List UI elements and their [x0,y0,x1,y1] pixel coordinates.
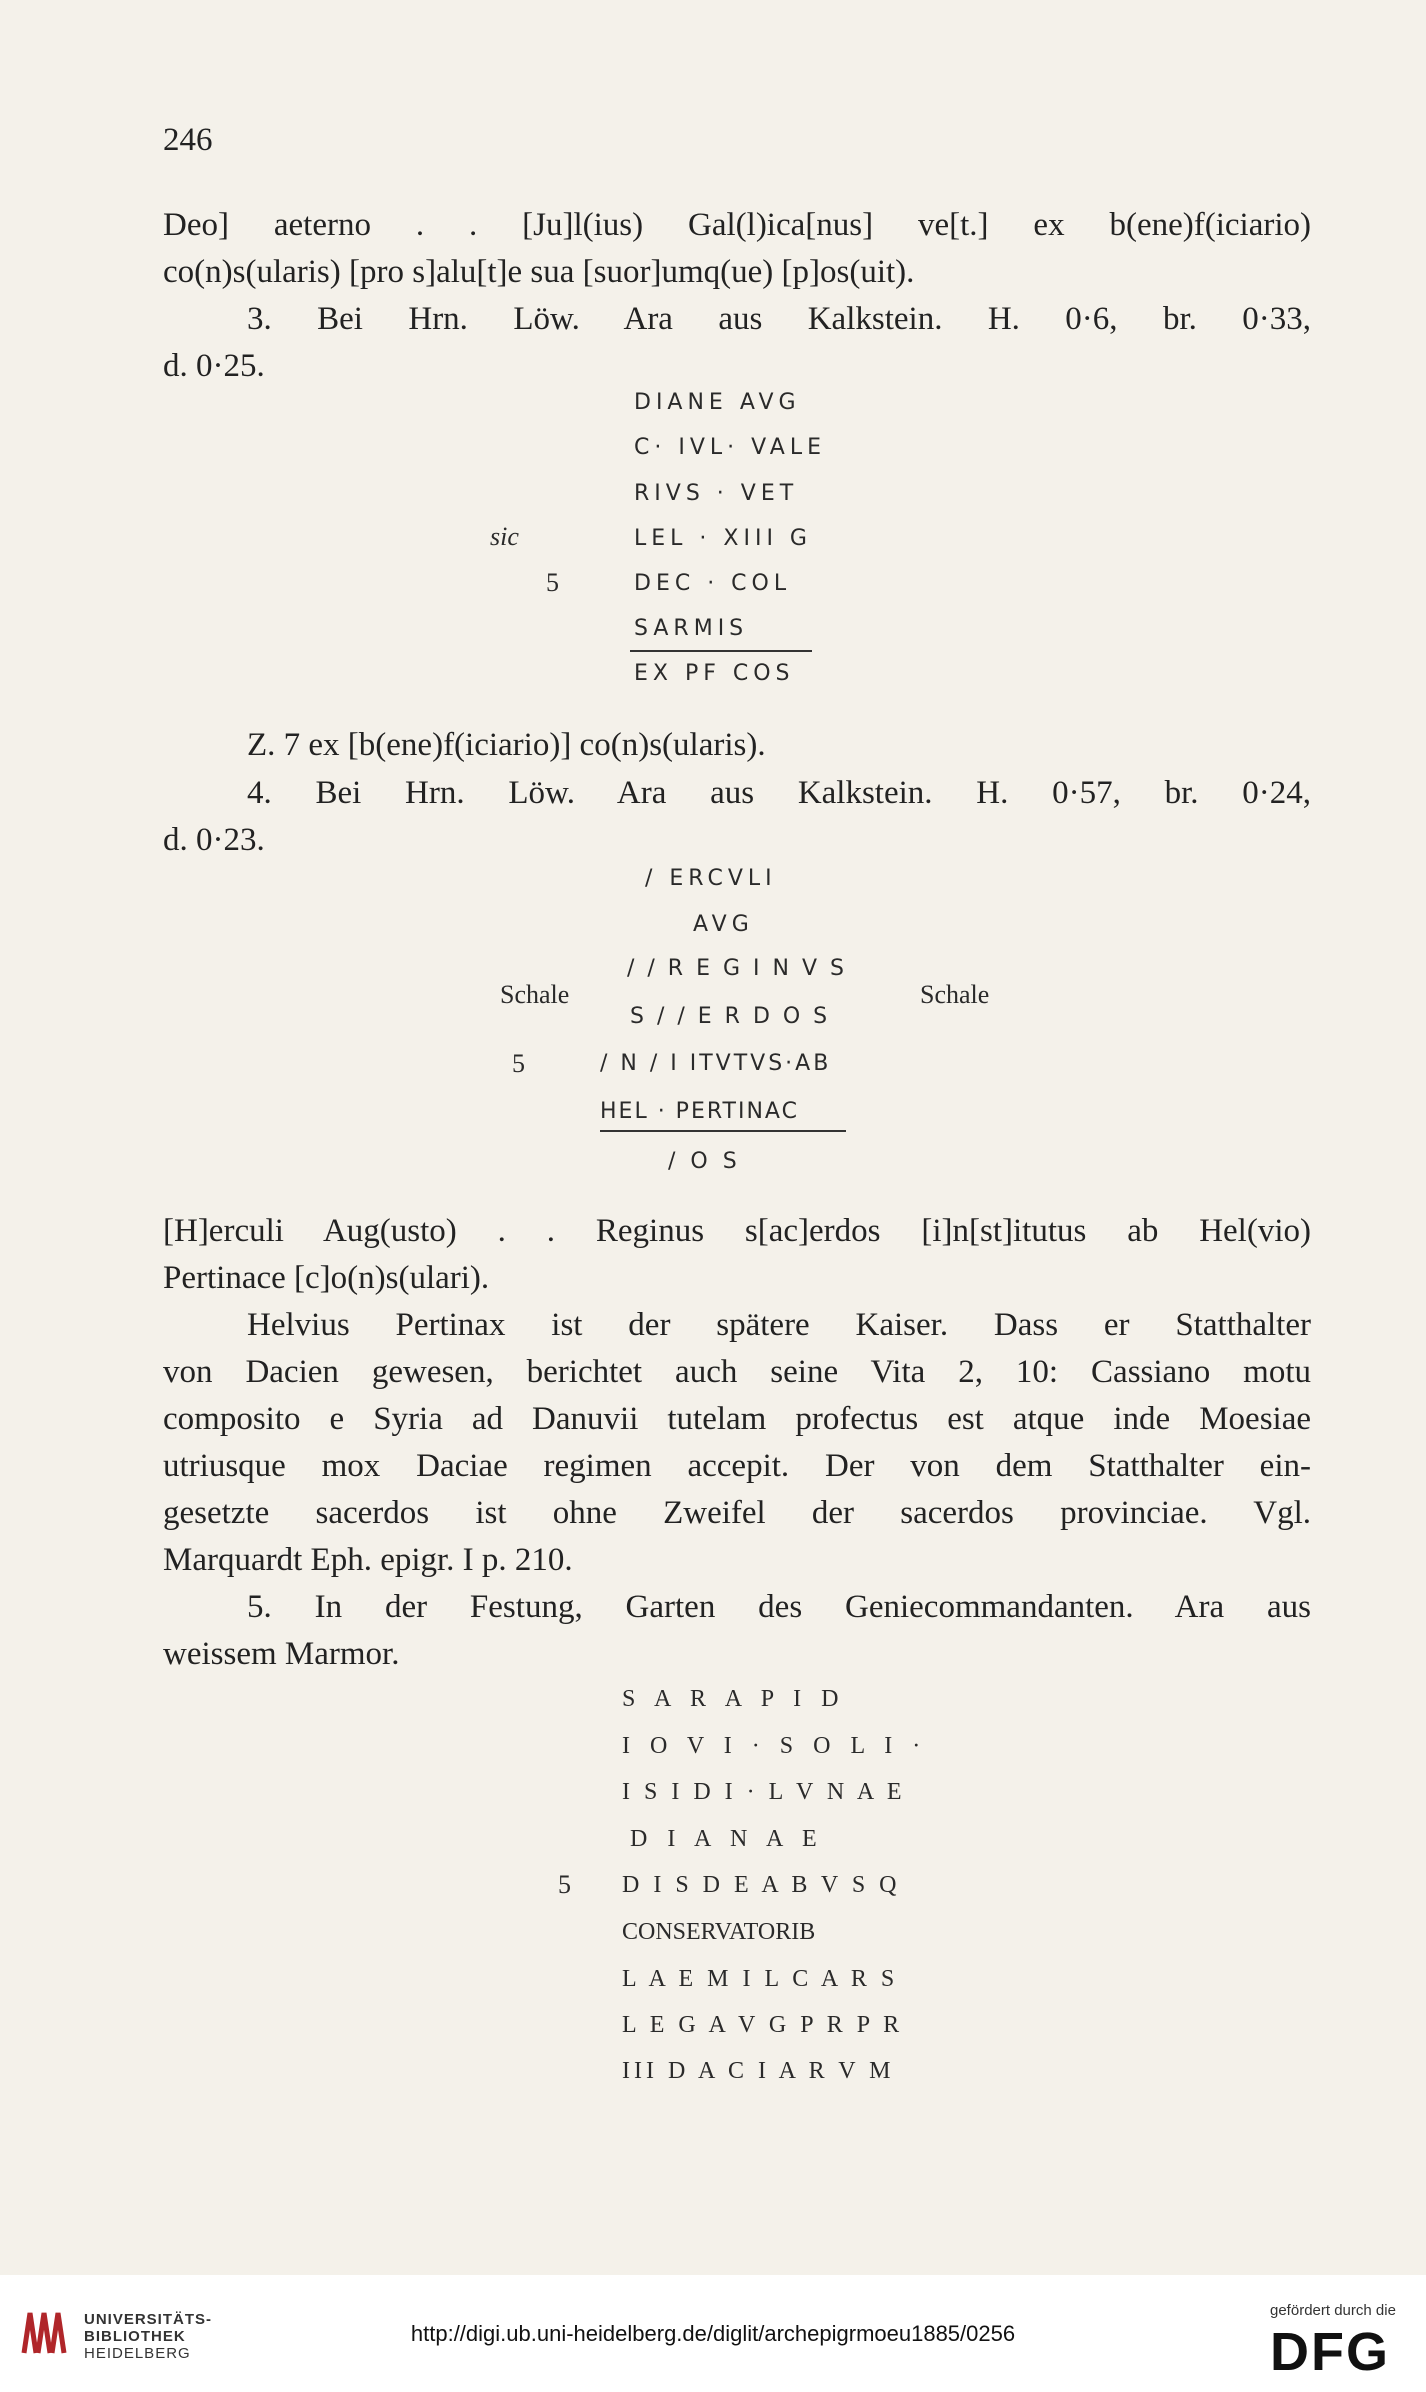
inscription-rule [600,1130,846,1132]
text-line: d. 0·23. [163,822,265,858]
text-line: gesetzte sacerdos ist ohne Zweifel der sacerdos provinciae. Vgl. [163,1495,1311,1531]
inscription-line: CONSERVATORIB [622,1919,816,1945]
inscription-line: I S I D I · L V N A E [622,1779,906,1805]
text-line: Deo] aeterno . . [Ju]l(ius) Gal(l)ica[nus] ve[t.] ex b(ene)f(iciario) [163,207,1311,243]
schale-right: Schale [920,980,990,1009]
logo-line: HEIDELBERG [84,2345,191,2362]
inscription-line: C· IVL· VALE [634,435,826,460]
footer-bar [0,2275,1426,2392]
text-line: d. 0·25. [163,348,265,384]
text-line: weissem Marmor. [163,1636,400,1672]
inscription-line: DEC · COL [634,571,792,596]
inscription-line: L A E M I L C A R S [622,1966,899,1992]
line-number: 5 [558,1870,571,1899]
inscription-line: / O S [668,1149,741,1174]
source-url[interactable]: http://digi.ub.uni-heidelberg.de/diglit/archepigrmoeu1885/0256 [410,2321,1016,2346]
dfg-funding-label: gefördert durch die [1270,2302,1396,2319]
page-number: 246 [163,122,213,158]
inscription-line: D I S D E A B V S Q [622,1872,901,1898]
text-line: 5. In der Festung, Garten des Geniecommandanten. Ara aus [247,1589,1311,1625]
inscription-line: S / / E R D O S [630,1004,831,1029]
dfg-logo: DFG [1270,2322,1390,2382]
inscription-line: L E G A V G P R P R [622,2012,904,2038]
inscription-line: AVG [693,912,754,937]
inscription-line: D I A N A E [630,1826,824,1852]
text-line: Z. 7 ex [b(ene)f(iciario)] co(n)s(ularis). [247,727,766,763]
logo-line: UNIVERSITÄTS- [84,2311,213,2328]
inscription-line: I O V I · S O L I · [622,1733,928,1759]
line-number: 5 [546,568,559,597]
inscription-line: S A R A P I D [622,1686,846,1712]
inscription-line: LEL · XIII G [634,526,812,551]
inscription-line: HEL · PERTINAC [600,1099,799,1124]
text-line: 3. Bei Hrn. Löw. Ara aus Kalkstein. H. 0·6, br. 0·33, [247,301,1311,337]
text-line: composito e Syria ad Danuvii tutelam profectus est atque inde Moesiae [163,1401,1311,1437]
text-line: Helvius Pertinax ist der spätere Kaiser. Dass er Statthalter [247,1307,1311,1343]
text-line: Pertinace [c]o(n)s(ulari). [163,1260,490,1296]
text-line: [H]erculi Aug(usto) . . Reginus s[ac]erdos [i]n[st]itutus ab Hel(vio) [163,1213,1311,1249]
inscription-line: EX PF COS [634,661,795,686]
inscription-line: / ERCVLI [645,866,777,891]
text-line: utriusque mox Daciae regimen accepit. Der von dem Statthalter ein- [163,1448,1311,1484]
line-number: 5 [512,1049,525,1078]
inscription-line: RIVS · VET [634,481,799,506]
text-line: co(n)s(ularis) [pro s]alu[t]e sua [suor]umq(ue) [p]os(uit). [163,254,915,290]
logo-line: BIBLIOTHEK [84,2328,186,2345]
text-line: Marquardt Eph. epigr. I p. 210. [163,1542,573,1578]
inscription-line: / N / I ITVTVS·AB [600,1051,832,1076]
inscription-rule [630,650,812,652]
sic-note: sic [490,522,519,551]
text-line: von Dacien gewesen, berichtet auch seine Vita 2, 10: Cassiano motu [163,1354,1311,1390]
inscription-line: III D A C I A R V M [622,2058,895,2084]
inscription-line: SARMIS [634,616,749,641]
text-line: 4. Bei Hrn. Löw. Ara aus Kalkstein. H. 0·57, br. 0·24, [247,775,1311,811]
schale-left: Schale [500,980,570,1009]
inscription-line: / / R E G I N V S [627,956,847,981]
inscription-line: DIANE AVG [634,390,801,415]
